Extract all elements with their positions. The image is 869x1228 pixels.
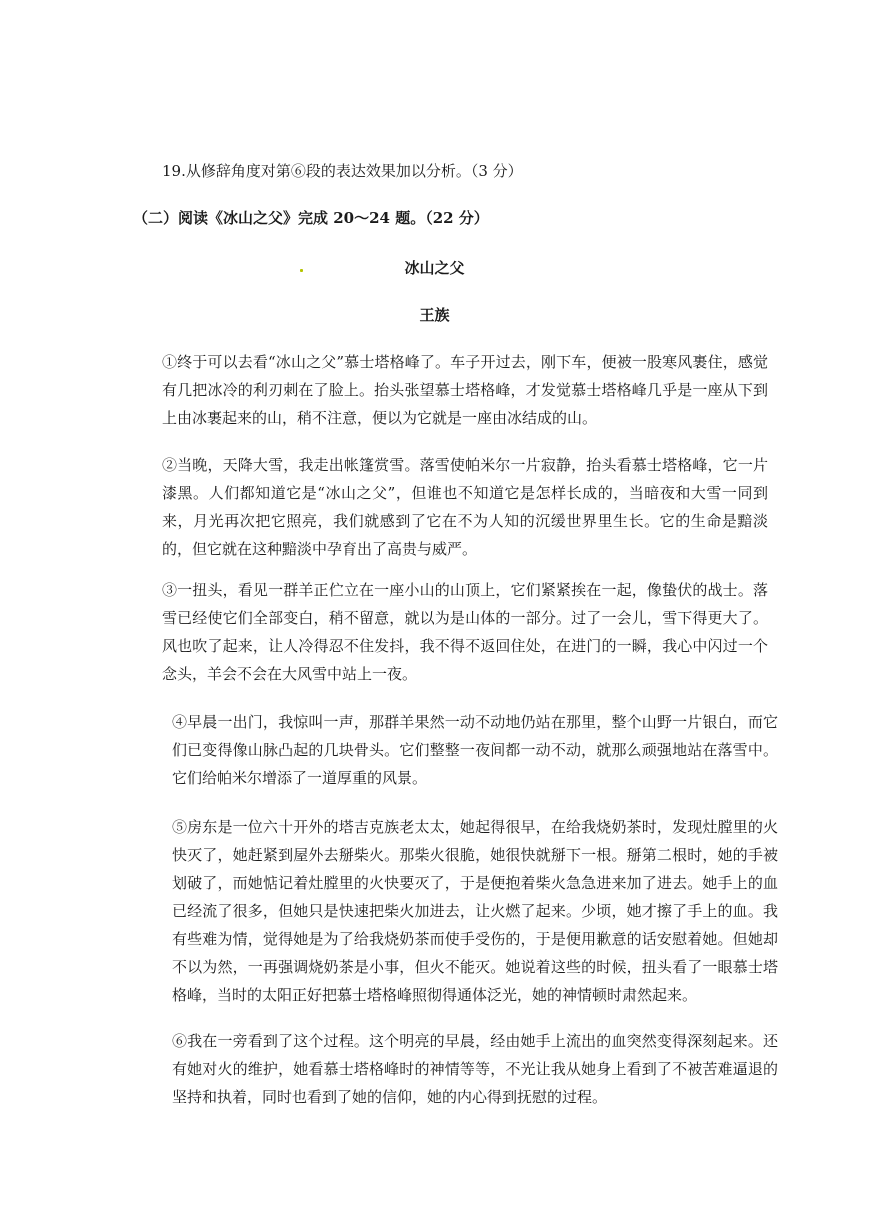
- question-19: 19.从修辞角度对第⑥段的表达效果加以分析。（3 分）: [162, 162, 523, 180]
- paragraph-3: ③一扭头，看见一群羊正伫立在一座小山的山顶上，它们紧紧挨在一起，像蛰伏的战士。落雪已经使它们全部变白，稍不留意，就以为是山体的一部分。过了一会儿，雪下得更大了。风也吹了起来，让人冷得忍不住发抖，我不得不返回住处，在进门的一瞬，我心中闪过一个念头，羊会不会在大风雪中站上一夜。: [162, 581, 768, 683]
- article-title: 冰山之父: [404, 259, 465, 277]
- paragraph-5: ⑤房东是一位六十开外的塔吉克族老太太，她起得很早，在给我烧奶茶时，发现灶膛里的火快灭了，她赶紧到屋外去掰柴火。那柴火很脆，她很快就掰下一根。掰第二根时，她的手被划破了，而她惦记着灶膛里的火快要灭了，于是便抱着柴火急急进来加了进去。她手上的血已经流了很多，但她只是快速把柴火加进去，让火燃了起来。少顷，她才擦了手上的血。我有些难为情，觉得她是为了给我烧奶茶而使手受伤的，于是便用歉意的话安慰着她。但她却不以为然，一再强调烧奶茶是小事，但火不能灭。她说着这些的时候，扭头看了一眼慕士塔格峰，当时的太阳正好把慕士塔格峰照彻得通体泛光，她的神情顿时肃然起来。: [172, 818, 778, 1004]
- section-heading: （二）阅读《冰山之父》完成 20～24 题。（22 分）: [133, 209, 489, 227]
- paragraph-2: ②当晚，天降大雪，我走出帐篷赏雪。落雪使帕米尔一片寂静，抬头看慕士塔格峰，它一片漆黑。人们都知道它是“冰山之父”，但谁也不知道它是怎样长成的，当暗夜和大雪一同到来，月光再次把它照亮，我们就感到了它在不为人知的沉缓世界里生长。它的生命是黯淡的，但它就在这种黯淡中孕育出了高贵与威严。: [162, 456, 768, 558]
- paragraph-6: ⑥我在一旁看到了这个过程。这个明亮的早晨，经由她手上流出的血突然变得深刻起来。还有她对火的维护，她看慕士塔格峰时的神情等等，不光让我从她身上看到了不被苦难逼退的坚持和执着，同时也看到了她的信仰，她的内心得到抚慰的过程。: [172, 1032, 778, 1106]
- article-author: 王族: [419, 306, 450, 324]
- paragraph-1: ①终于可以去看“冰山之父”慕士塔格峰了。车子开过去，刚下车，便被一股寒风裹住，感觉有几把冰冷的利刃刺在了脸上。抬头张望慕士塔格峰，才发觉慕士塔格峰几乎是一座从下到上由冰裹起来的山，稍不注意，便以为它就是一座由冰结成的山。: [162, 353, 768, 427]
- paragraph-4: ④早晨一出门，我惊叫一声，那群羊果然一动不动地仍站在那里，整个山野一片银白，而它们已变得像山脉凸起的几块骨头。它们整整一夜间都一动不动，就那么顽强地站在落雪中。它们给帕米尔增添了一道厚重的风景。: [172, 713, 778, 787]
